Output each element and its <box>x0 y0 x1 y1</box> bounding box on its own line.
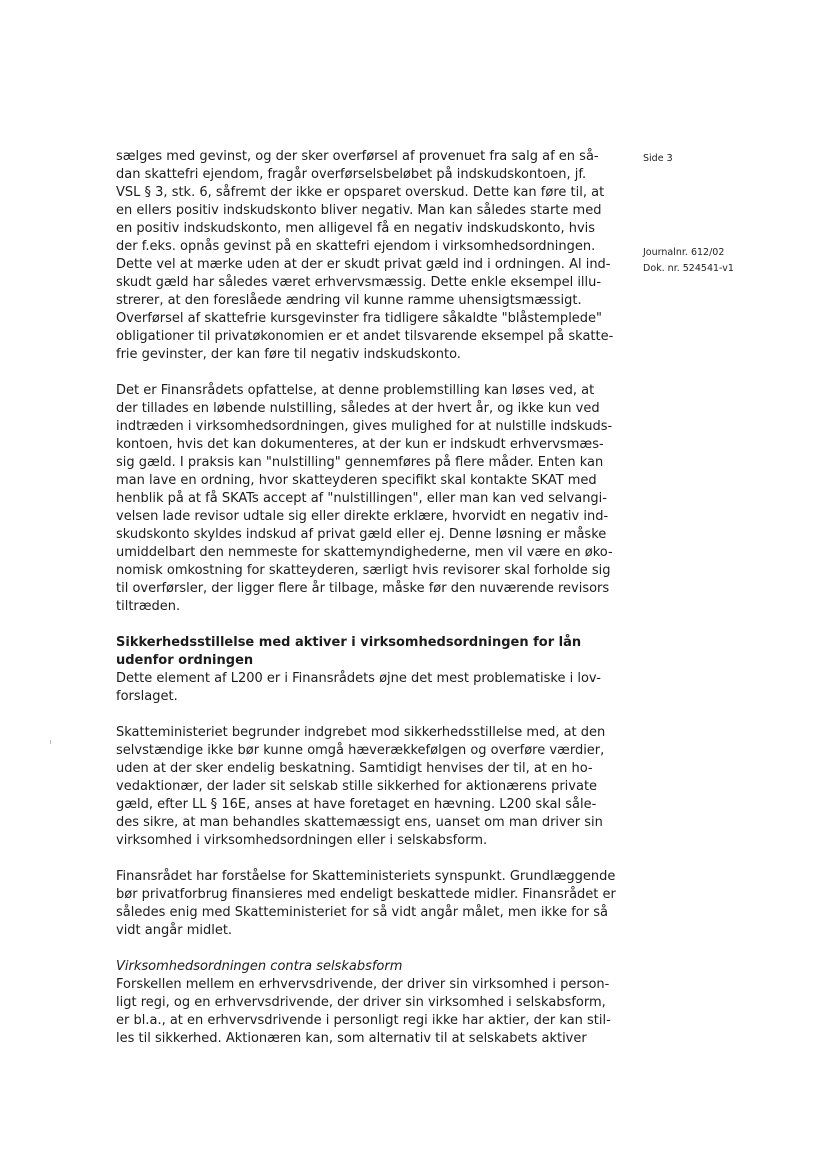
page-number: Side 3 <box>643 153 673 164</box>
paragraph-3 <box>116 670 606 706</box>
subheading: Virksomhedsordningen contra selskabsform <box>116 959 403 974</box>
text-line: Finansrådet har forståelse for Skatteministeriets synspunkt. Grundlæggende <box>116 869 616 884</box>
text-line: strerer, at den foreslåede ændring vil kunne ramme uhensigtsmæssigt. <box>116 293 582 308</box>
document-reference <box>643 245 734 277</box>
text-line: indtræden i virksomhedsordningen, gives mulighed for at nulstille indskuds- <box>116 419 613 434</box>
text-line: sælges med gevinst, og der sker overførsel af provenuet fra salg af en så- <box>116 149 599 164</box>
text-line: nomisk omkostning for skatteyderen, særligt hvis revisorer skal forholde sig <box>116 563 611 578</box>
paragraph-1 <box>116 148 614 364</box>
text-line: Forskellen mellem en erhvervsdrivende, der driver sin virksomhed i person- <box>116 977 610 992</box>
text-line: en ellers positiv indskudskonto bliver negativ. Man kan således starte med <box>116 203 602 218</box>
text-line: Overførsel af skattefrie kursgevinster fra tidligere såkaldte "blåstemplede" <box>116 311 603 326</box>
text-line: des sikre, at man behandles skattemæssigt ens, uanset om man driver sin <box>116 815 603 830</box>
text-line: en positiv indskudskonto, men alligevel få en negativ indskudskonto, hvis <box>116 221 596 236</box>
text-line: obligationer til privatøkonomien er et andet tilsvarende eksempel på skatte- <box>116 329 614 344</box>
document-number: Dok. nr. 524541-v1 <box>643 263 734 274</box>
margin-mark <box>50 740 51 744</box>
text-line: dan skattefri ejendom, fragår overførselsbeløbet på indskudskontoen, jf. <box>116 167 587 182</box>
text-line: virksomhed i virksomhedsordningen eller i selskabsform. <box>116 833 488 848</box>
text-line: der f.eks. opnås gevinst på en skattefri ejendom i virksomhedsordningen. <box>116 239 596 254</box>
heading-line: Sikkerhedsstillelse med aktiver i virksomhedsordningen for lån <box>116 635 582 650</box>
text-line: sig gæld. I praksis kan "nulstilling" gennemføres på flere måder. Enten kan <box>116 455 604 470</box>
text-line: skudskonto skyldes indskud af privat gæld eller ej. Denne løsning er måske <box>116 527 607 542</box>
text-line: er bl.a., at en erhvervsdrivende i personligt regi ikke har aktier, der kan stil- <box>116 1013 611 1028</box>
text-line: selvstændige ikke bør kunne omgå hæverækkefølgen og overføre værdier, <box>116 743 605 758</box>
text-line: vedaktionær, der lader sit selskab stille sikkerhed for aktionærens private <box>116 779 598 794</box>
text-line: vidt angår midlet. <box>116 923 233 938</box>
body-text <box>116 148 616 1048</box>
text-line: skudt gæld har således været erhvervsmæssig. Dette enkle eksempel illu- <box>116 275 602 290</box>
paragraph-5 <box>116 868 616 940</box>
text-line: kontoen, hvis det kan dokumenteres, at der kun er indskudt erhvervsmæs- <box>116 437 604 452</box>
text-line: velsen lade revisor udtale sig eller direkte erklære, hvorvidt en negativ ind- <box>116 509 609 524</box>
journal-number: Journalnr. 612/02 <box>643 247 725 258</box>
text-line: bør privatforbrug finansieres med endeligt beskattede midler. Finansrådet er <box>116 887 616 902</box>
text-line: VSL § 3, stk. 6, såfremt der ikke er opsparet overskud. Dette kan føre til, at <box>116 185 605 200</box>
text-line: uden at der sker endelig beskatning. Samtidigt henvises der til, at en ho- <box>116 761 593 776</box>
paragraph-4 <box>116 724 606 850</box>
text-line: forslaget. <box>116 689 178 704</box>
text-line: umiddelbart den nemmeste for skattemyndighederne, men vil være en øko- <box>116 545 613 560</box>
text-line: der tillades en løbende nulstilling, således at der hvert år, og ikke kun ved <box>116 401 600 416</box>
text-line: les til sikkerhed. Aktionæren kan, som alternativ til at selskabets aktiver <box>116 1031 587 1046</box>
text-line: Dette element af L200 er i Finansrådets øjne det mest problematiske i lov- <box>116 671 601 686</box>
paragraph-2 <box>116 382 613 616</box>
text-line: man lave en ordning, hvor skatteyderen specifikt skal kontakte SKAT med <box>116 473 597 488</box>
heading-line: udenfor ordningen <box>116 653 254 668</box>
text-line: til overførsler, der ligger flere år tilbage, måske før den nuværende revisors <box>116 581 610 596</box>
paragraph-6 <box>116 958 611 1048</box>
text-line: Skatteministeriet begrunder indgrebet mod sikkerhedsstillelse med, at den <box>116 725 606 740</box>
text-line: henblik på at få SKATs accept af "nulstillingen", eller man kan ved selvangi- <box>116 491 607 506</box>
text-line: Det er Finansrådets opfattelse, at denne problemstilling kan løses ved, at <box>116 383 595 398</box>
text-line: således enig med Skatteministeriet for så vidt angår målet, men ikke for så <box>116 905 608 920</box>
text-line: frie gevinster, der kan føre til negativ indskudskonto. <box>116 347 461 362</box>
text-line: Dette vel at mærke uden at der er skudt privat gæld ind i ordningen. Al ind- <box>116 257 611 272</box>
text-line: gæld, efter LL § 16E, anses at have foretaget en hævning. L200 skal såle- <box>116 797 597 812</box>
section-heading <box>116 634 606 670</box>
text-line: ligt regi, og en erhvervsdrivende, der driver sin virksomhed i selskabsform, <box>116 995 606 1010</box>
text-line: tiltræden. <box>116 599 181 614</box>
